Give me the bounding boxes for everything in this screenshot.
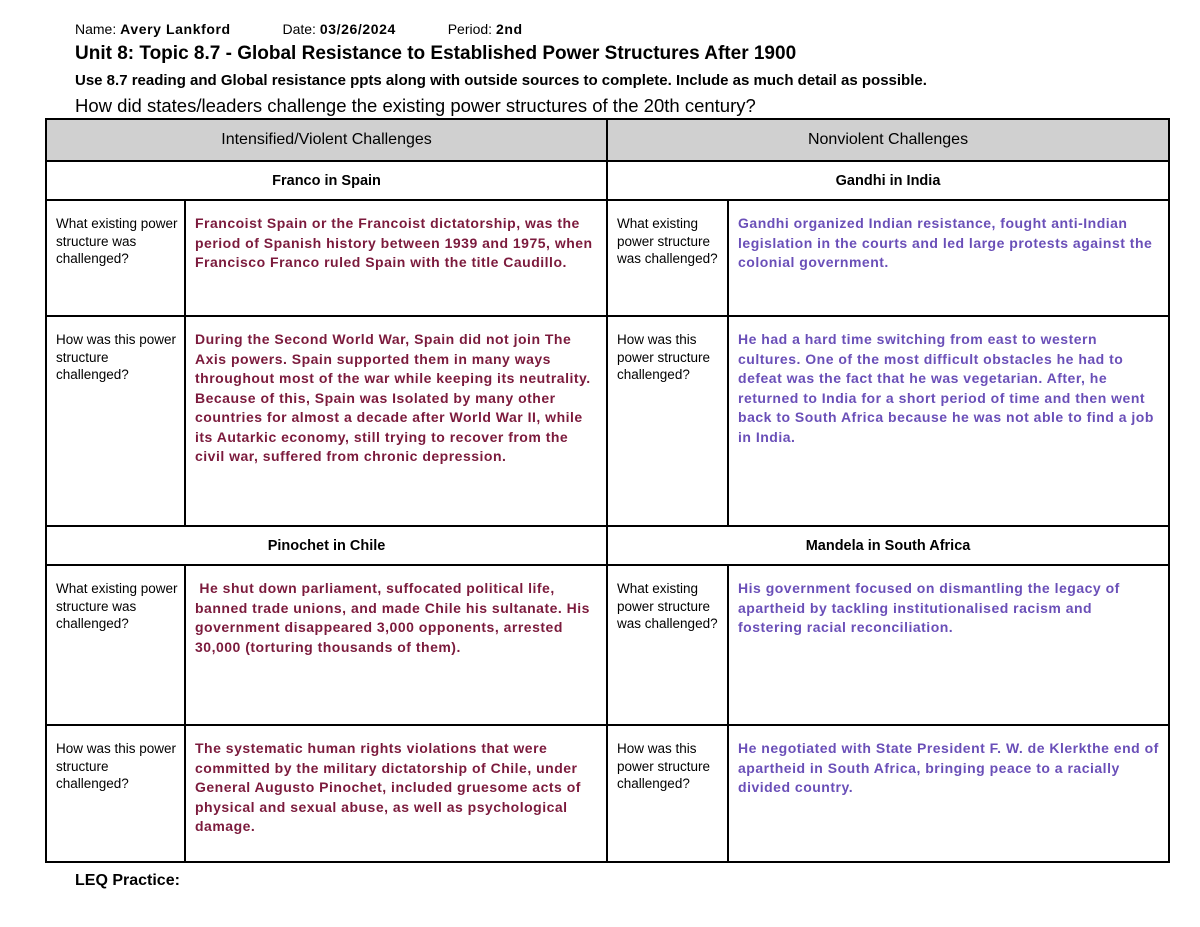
prompt-how-pinochet: How was this power structure challenged?: [46, 725, 185, 862]
name-value: Avery Lankford: [120, 21, 231, 37]
prompt-how-mandela: How was this power structure challenged?: [607, 725, 728, 862]
student-info-line: [75, 21, 523, 37]
prompt-how-franco: How was this power structure challenged?: [46, 316, 185, 526]
column-header-violent: Intensified/Violent Challenges: [46, 119, 607, 161]
section-heading-mandela: Mandela in South Africa: [607, 526, 1169, 565]
prompt-how-gandhi: How was this power structure challenged?: [607, 316, 728, 526]
answer-existing-mandela[interactable]: His government focused on dismantling the legacy of apartheid by tackling institutionalised racism and fostering racial reconciliation.: [728, 565, 1169, 725]
worksheet-table: [45, 118, 1170, 863]
name-label: Name:: [75, 21, 117, 37]
section-heading-gandhi: Gandhi in India: [607, 161, 1169, 200]
section-heading-franco: Franco in Spain: [46, 161, 607, 200]
answer-how-pinochet[interactable]: The systematic human rights violations that were committed by the military dictatorship of Chile, under General Augusto Pinochet, included gruesome acts of physical and sexual abuse, as well as psychological damage.: [185, 725, 607, 862]
leq-practice-label: LEQ Practice:: [75, 872, 180, 889]
section-heading-pinochet: Pinochet in Chile: [46, 526, 607, 565]
date-value: 03/26/2024: [319, 21, 396, 37]
guiding-question: How did states/leaders challenge the existing power structures of the 20th century?: [75, 95, 756, 116]
answer-existing-pinochet[interactable]: He shut down parliament, suffocated political life, banned trade unions, and made Chile his sultanate. His government disappeared 3,000 opponents, arrested 30,000 (torturing thousands of them).: [185, 565, 607, 725]
answer-existing-gandhi[interactable]: Gandhi organized Indian resistance, fought anti-Indian legislation in the courts and led large protests against the colonial government.: [728, 200, 1169, 316]
prompt-existing-gandhi: What existing power structure was challenged?: [607, 200, 728, 316]
prompt-existing-pinochet: What existing power structure was challenged?: [46, 565, 185, 725]
answer-how-gandhi[interactable]: He had a hard time switching from east to western cultures. One of the most difficult obstacles he had to defeat was the fact that he was vegetarian. After, he returned to India for a short period of time and then went back to South Africa because he was not able to find a job in India.: [728, 316, 1169, 526]
answer-how-mandela[interactable]: He negotiated with State President F. W. de Klerkthe end of apartheid in South Africa, bringing peace to a racially divided country.: [728, 725, 1169, 862]
prompt-existing-mandela: What existing power structure was challenged?: [607, 565, 728, 725]
period-label: Period:: [447, 21, 493, 37]
answer-how-franco[interactable]: During the Second World War, Spain did not join The Axis powers. Spain supported them in many ways throughout most of the war while keeping its neutrality. Because of this, Spain was Isolated by many other countries for almost a decade after World War II, while its Autarkic economy, still trying to recover from the civil war, suffered from chronic depression.: [185, 316, 607, 526]
column-header-nonviolent: Nonviolent Challenges: [607, 119, 1169, 161]
period-value: 2nd: [495, 21, 523, 37]
instructions: Use 8.7 reading and Global resistance ppts along with outside sources to complete. Include as much detail as possible.: [75, 72, 927, 89]
prompt-existing-franco: What existing power structure was challenged?: [46, 200, 185, 316]
date-label: Date:: [282, 21, 316, 37]
answer-existing-franco[interactable]: Francoist Spain or the Francoist dictatorship, was the period of Spanish history between 1939 and 1975, when Francisco Franco ruled Spain with the title Caudillo.: [185, 200, 607, 316]
page-title: Unit 8: Topic 8.7 - Global Resistance to Established Power Structures After 1900: [75, 43, 797, 64]
